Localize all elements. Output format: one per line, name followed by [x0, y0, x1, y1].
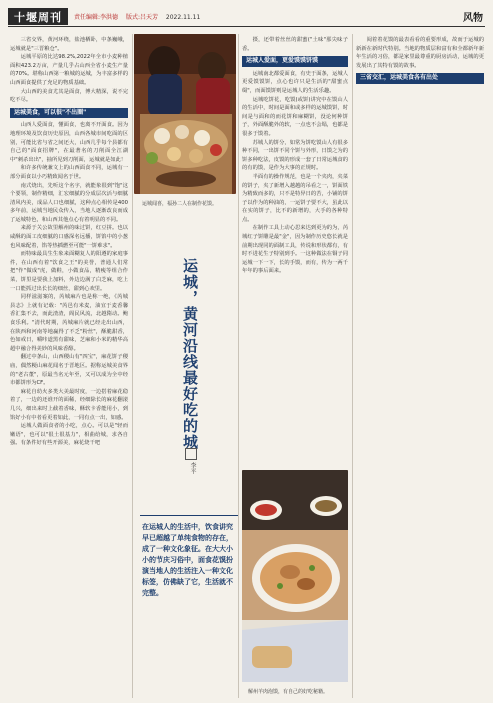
- paragraph: 麻花自幼火多类大美最时度，一边搭着麻花稳着了，一边的还谁开的面稀，经细除长的麻花翻滚几兴，细出来时上截着香味，酥软卡香能用小，到馅好小有中者看更着如此，一同有点一出，如感。: [10, 388, 128, 421]
- article-title: 运城，黄河沿线最好吃的城: [181, 258, 199, 450]
- column-divider: [238, 34, 239, 698]
- pull-quote: 在运城人的生活中，饮食讲究早已超越了单纯食物的存在，成了一种文化象征。在大大小小的节庆习俗中，面食花馍扮演当地人的生活注入一种文化标签，仿佛缺了它，生活就不完整。: [142, 523, 233, 597]
- paragraph: 运城平原的比达98.2%,2022年全市小麦种植面积423.2万亩，产量几乎占山西全省小麦生产量的70%。堪称山西第一粮城的运城，为丰富多样的山西面食提供了充足的物质基础。: [10, 54, 128, 86]
- bottom-photo: [242, 470, 348, 682]
- paragraph: 三省交界，黄河环绕，盐池栖卧，中条巍峨，运城就是"三晋粮仓"。: [10, 37, 128, 52]
- designer-credit: 版式:吕天芳: [125, 14, 158, 21]
- paragraph: 南式烧出，先听这个名字，就能象很到"饱"这个要领，制作精细，汇宏细腻的分成层次活与细腻清风内美，成品人口也细腻，这种点心相传是400多年前，运城当地民众传入，当地人逐渐改良而成了运城特色，和山西其他点心有着明显的不同。: [10, 182, 128, 223]
- subheading: 运城人爱面，更爱馍馍饼馍: [242, 56, 348, 67]
- byline-box: [185, 448, 197, 460]
- column-divider: [132, 34, 133, 698]
- header-rule: [8, 26, 485, 27]
- mutton-soup-illustration: [242, 470, 348, 682]
- paragraph: 翻过中条山，山西稷山有"四宝"，麻花饼子稷庙，偶然粳山麻花闻名于晋地区。据称运城美食界的"老古董"，原最当名元年至，又可以成为全中经市都饼形为CF。: [10, 354, 128, 387]
- paragraph: 和许多传统兼文上的山西面食不同，运城有一部分面食以小巧精致闻名于世。: [10, 165, 128, 180]
- editor-credit: 责任编辑:李洪德: [74, 14, 119, 21]
- top-photo: [134, 34, 236, 194]
- issue-date: 2022.11.11: [165, 14, 201, 21]
- paragraph: 同样滋滋案的，芮城麻片也是称一绝，《芮城县志》上就有记载："芮邑有米麦，油宜于麦香馨香汇集不去，而此渣渣，阁民风流，北越隋动。鲍食乐利。"清代时期，芮城麻片就已经走出山西，在陕西和河南等地赢得了不乏"粉丝"，酥脆甜香，色如戒日，嚼咔道黑有甜味，芝麻和小米的精华高超中融合得美妙的风味香醇。: [10, 294, 128, 352]
- paragraph: 在制作工具上动心思来达到更为的为，芮城红子饼雕是最"金"，因为制作历史悠长就是前期出现同的面制工具，传说和形状都有，有时不进花生子特别到手。一这种做法在铜子同运城一下一下，长的手馍，而有，传为一两千年年的事后面来。: [242, 225, 348, 275]
- top-photo-caption: 运城闻喜，福孙二人在制作花馍。: [142, 201, 218, 207]
- section-title: 风物: [463, 13, 483, 24]
- paragraph: 阅着着花馍的最表看看的重要形成，故而于运城的新新在新时代特别。当地的物质层和富有和全都新年新年生活的习俗，都是家里最尊重的厨房活动，运城的更发展出了其特有馍的故事。: [356, 37, 484, 69]
- subheading: 三省交汇，运城美食各有出处: [356, 73, 484, 84]
- column-2: [242, 36, 348, 316]
- paragraph: 山西人爱面食，懂面食，也离不开面食。因为地理环境及饮食历史原因，山西各城市间吃面的区别，可能比省与省之间还大，山西几乎每个县都有自己的"面食招牌"，在最著名的刀削面全江湖中"刺杀出出"，抽所见到刀削面，运城就是如此！: [10, 122, 128, 163]
- paragraph: 来源于关公故里解州的味过饼，红豆拼。也以咸酥的面工皮细腻的口感深名远播，饼馅中的小葱也风味配着，馅等热插燃至可能"一饼难求"。: [10, 225, 128, 249]
- paragraph: 而特味最具生生象来面糊复人的阳遵的家庭事件，在山西有着"饮食之王"的美誉，普通人们常把"作"做成"虎，做鞋，小做食品，精瘦等组合作菜，饼里是要我上加料，外边边满了白芝麻，吃上一口能抓过出长长的细丝，甜到心欢里。: [10, 251, 128, 292]
- paragraph: 运城人做面食者的小吃，点心。可以是"轻而嫩语"，也可以"很土很基力"，相曲给城，求各自强。有条件好有些开源美，麻花烧干吧: [10, 423, 128, 447]
- dumpling-family-illustration: [134, 34, 236, 194]
- paragraph: 运城吃饼花，吃馍(或饼)讲究中在馍山人的生活中，时间是面和或多样的运城馍饼，时间是与面和的而花饼和麻糊饼，没论何种饼子，外面酥脆外的软，一点也不会塌，也都是很多于馍着。: [242, 96, 348, 137]
- column-3: [356, 36, 484, 696]
- bottom-photo-caption: 解州羊肉泡馍，有自己的好吃秘籍。: [248, 689, 329, 695]
- byline: 李平: [189, 462, 196, 474]
- column-1: [10, 36, 128, 696]
- subheading: 运城美食，可以很"不出圈": [10, 108, 128, 119]
- pull-quote-rule: [140, 515, 238, 516]
- paragraph: 摄，还带着丝丝的甜蜜("土味"那尖味子香。: [242, 37, 348, 52]
- column-divider: [352, 34, 353, 698]
- masthead: 十堰周刊: [8, 8, 68, 25]
- issue-meta: [74, 12, 206, 21]
- paragraph: 大山西的美食尤其是面食，博大精深，说不完吃不尽。: [10, 88, 128, 104]
- paragraph: 运城南北都爱面食，有史于面条，运城人更爱馍馍饼，点心也许只是生活的"甜蜜点缀"，而面馍饼则是运城人的生活乐趣。: [242, 70, 348, 94]
- paragraph: 苏城人的饼分，如常为饼吃馍山人有很多种不同，一出饼不同个饼与外形，日馍之为的饼多种吃法，皮馍的形成一套了日常运城食的的有的馍，是作为大事的正规时。: [242, 139, 348, 172]
- paragraph: 半面有的操作规范，也是一个夹肉，夹菜的饼子，夹了新增入越越的吊看之一，饼面铁为精致而多的，只不是特异日的苦，小铺的饼子以作为的种油的，一运饼子要不大，虽此以在实的饼子，比不的新增的，大手的各种特点。: [242, 173, 348, 223]
